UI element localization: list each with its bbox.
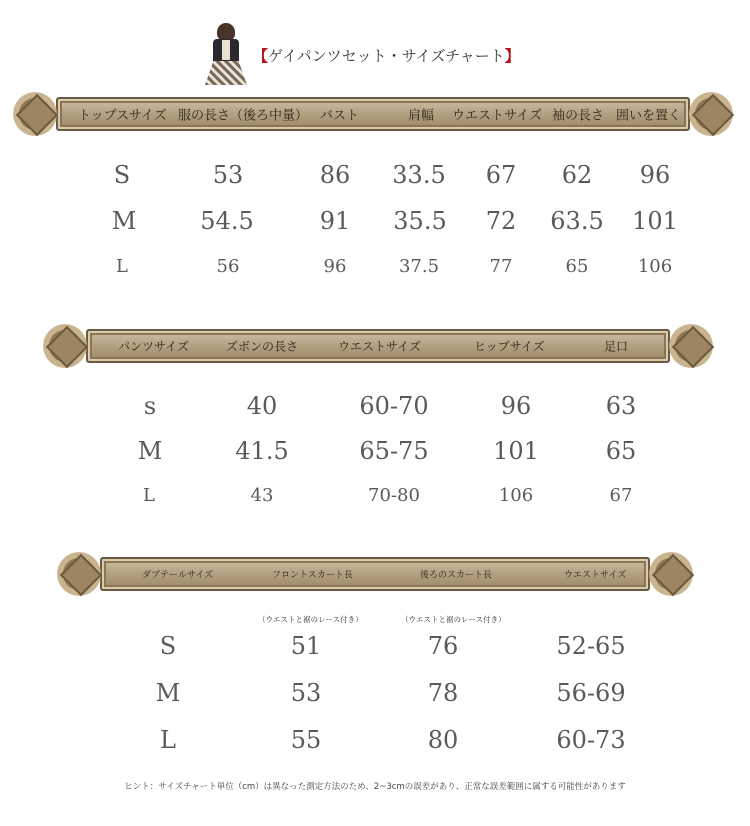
banner-ornament-left — [52, 550, 106, 598]
header-front-skirt-length: フロントスカート長 — [272, 570, 353, 581]
header-waist: ウエストサイズ — [338, 339, 422, 354]
table-cell: 56 — [216, 256, 240, 277]
table-cell: 106 — [498, 485, 534, 506]
table-cell: 52-65 — [556, 632, 626, 660]
header-tops-size: トップスサイズ — [78, 108, 167, 124]
header-hip: ヒップサイズ — [474, 339, 545, 354]
table-cell: 67 — [485, 161, 517, 189]
table-cell: 35.5 — [393, 207, 447, 235]
table-cell: 65 — [565, 256, 589, 277]
table-cell: M — [137, 437, 163, 465]
header-waist: ウエストサイズ — [564, 570, 627, 581]
banner-ornament-left — [38, 322, 92, 370]
table-cell: 70-80 — [368, 485, 420, 506]
table-cell: 63.5 — [550, 207, 604, 235]
table-cell: 96 — [639, 161, 671, 189]
header-garment-length: 服の長さ（後ろ中量） — [178, 108, 309, 124]
table-cell: 80 — [427, 726, 459, 754]
table-cell: 51 — [290, 632, 322, 660]
table-cell: L — [143, 485, 155, 506]
table-cell: S — [113, 161, 131, 189]
table-cell: s — [143, 392, 157, 420]
table-cell: 37.5 — [398, 256, 440, 277]
table-cell: 96 — [500, 392, 532, 420]
tops-header-banner — [8, 88, 738, 140]
table-cell: 101 — [632, 207, 678, 235]
header-tail-size: ダブテールサイズ — [142, 570, 214, 581]
table-cell: 54.5 — [200, 207, 254, 235]
header-leg-opening: 足口 — [604, 339, 629, 354]
table-cell: 60-73 — [556, 726, 626, 754]
table-cell: 86 — [319, 161, 351, 189]
title-bracket-close: 】 — [504, 46, 520, 65]
table-cell: 91 — [319, 207, 351, 235]
table-cell: 60-70 — [359, 392, 429, 420]
chart-title — [253, 45, 520, 66]
header-waist: ウエストサイズ — [452, 108, 542, 124]
front-skirt-note: （ウエストと裾のレース付き） — [258, 615, 363, 624]
table-cell: 77 — [489, 256, 513, 277]
pants-header-banner — [38, 320, 718, 372]
table-cell: 101 — [493, 437, 539, 465]
header-bust: バスト — [320, 108, 360, 124]
header-pants-size: パンツサイズ — [118, 339, 190, 354]
banner-ornament-right — [664, 322, 718, 370]
table-cell: 40 — [246, 392, 278, 420]
hint-text: ヒント：サイズチャート単位（cm）は異なった測定方法のため、2~3cmの誤差があり、正常な誤差範囲に属する可能性があります — [124, 782, 626, 792]
table-cell: L — [116, 256, 128, 277]
table-cell: M — [111, 207, 137, 235]
title-bracket-open: 【 — [253, 46, 269, 65]
table-cell: 63 — [605, 392, 637, 420]
chart-title-row — [205, 22, 520, 88]
title-text: ゲイパンツセット・サイズチャート — [268, 46, 505, 65]
table-cell: 53 — [290, 679, 322, 707]
banner-ornament-left — [8, 90, 62, 138]
header-sleeve: 袖の長さ — [552, 108, 605, 124]
table-cell: 53 — [212, 161, 244, 189]
header-back-skirt-length: 後ろのスカート長 — [420, 570, 493, 581]
header-shoulder: 肩幅 — [408, 108, 435, 124]
table-cell: 55 — [290, 726, 322, 754]
costume-thumbnail — [205, 23, 247, 87]
table-cell: L — [160, 726, 176, 754]
table-cell: 65 — [605, 437, 637, 465]
table-cell: 33.5 — [392, 161, 446, 189]
table-cell: S — [159, 632, 177, 660]
table-cell: 43 — [250, 485, 274, 506]
table-cell: 96 — [323, 256, 347, 277]
table-cell: M — [155, 679, 181, 707]
table-cell: 72 — [485, 207, 517, 235]
table-cell: 56-69 — [556, 679, 626, 707]
back-skirt-note: （ウエストと裾のレース付き） — [401, 615, 506, 624]
table-cell: 62 — [561, 161, 593, 189]
skirt-header-banner — [52, 548, 698, 600]
table-cell: 106 — [637, 256, 673, 277]
table-cell: 67 — [609, 485, 633, 506]
header-hem: 囲いを置く — [616, 108, 682, 124]
banner-ornament-right — [684, 90, 738, 138]
header-pants-length: ズボンの長さ — [226, 339, 299, 354]
banner-ornament-right — [644, 550, 698, 598]
table-cell: 78 — [427, 679, 459, 707]
table-cell: 41.5 — [235, 437, 289, 465]
table-cell: 76 — [427, 632, 459, 660]
table-cell: 65-75 — [359, 437, 429, 465]
